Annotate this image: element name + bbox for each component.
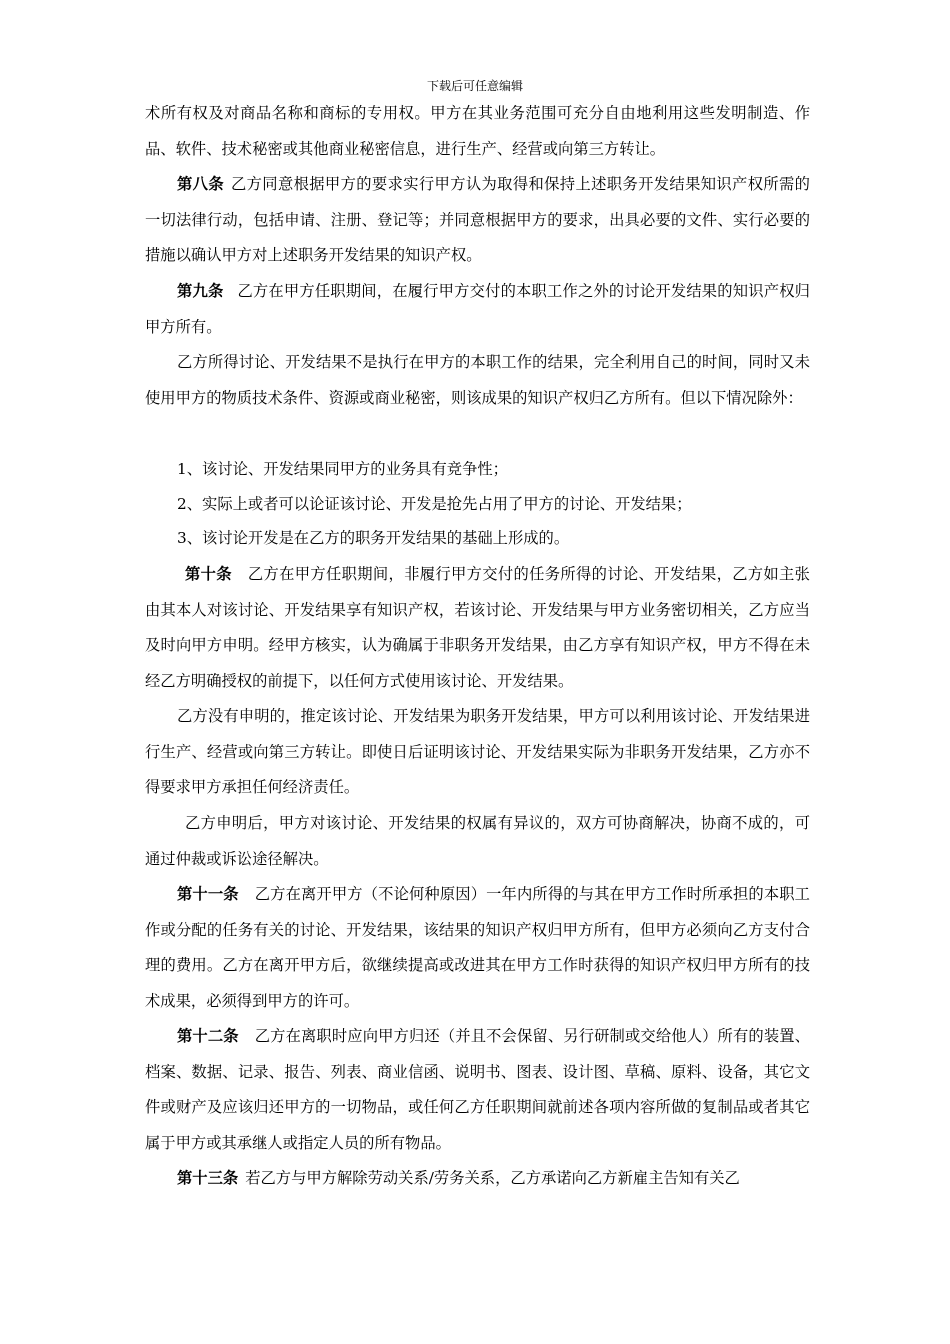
article-13 [145,1161,810,1197]
article-12 [145,1019,810,1161]
article-12-text: 乙方在离职时应向甲方归还（并且不会保留、另行研制或交给他人）所有的装置、档案、数据、记录、报告、列表、商业信函、说明书、图表、设计图、草稿、原料、设备，其它文件或财产及应该归还甲方的一切物品，或任何乙方任职期间就前述各项内容所做的复制品或者其它属于甲方或其承继人或指定人员的所有物品。 [145,1027,810,1152]
page-header: 下载后可任意编辑 [426,79,523,93]
article-10-text: 乙方在甲方任职期间，非履行甲方交付的任务所得的讨论、开发结果，乙方如主张由其本人对该讨论、开发结果享有知识产权，若该讨论、开发结果与甲方业务密切相关，乙方应当及时向甲方申明。经甲方核实，认为确属于非职务开发结果，由乙方享有知识产权，甲方不得在未经乙方明确授权的前提下，以任何方式使用该讨论、开发结果。 [145,565,810,690]
article-8-text: 乙方同意根据甲方的要求实行甲方认为取得和保持上述职务开发结果知识产权所需的一切法律行动，包括申请、注册、登记等；并同意根据甲方的要求，出具必要的文件、实行必要的措施以确认甲方对上述职务开发结果的知识产权。 [145,175,810,264]
article-9-text: 乙方在甲方任职期间，在履行甲方交付的本职工作之外的讨论开发结果的知识产权归甲方所有。 [145,282,810,336]
article-8-title: 第八条 [177,175,224,193]
article-12-title: 第十二条 [177,1027,239,1045]
list-item: 1、该讨论、开发结果同甲方的业务具有竞争性； [177,460,508,478]
paragraph-continuation: 术所有权及对商品名称和商标的专用权。甲方在其业务范围可充分自由地利用这些发明制造、作品、软件、技术秘密或其他商业秘密信息，进行生产、经营或向第三方转让。 [145,104,810,158]
article-8 [145,167,810,274]
article-13-title: 第十三条 [177,1169,239,1187]
article-9-title: 第九条 [177,282,224,300]
article-10 [145,557,810,699]
article-10-title: 第十条 [185,565,232,583]
article-11 [145,877,810,1019]
article-10-paragraph-2: 乙方没有申明的，推定该讨论、开发结果为职务开发结果，甲方可以利用该讨论、开发结果进行生产、经营或向第三方转让。即使日后证明该讨论、开发结果实际为非职务开发结果，乙方亦不得要求甲方承担任何经济责任。 [145,707,810,796]
article-13-text: 若乙方与甲方解除劳动关系/劳务关系，乙方承诺向乙方新雇主告知有关乙 [245,1169,740,1187]
article-9 [145,274,810,345]
article-9-paragraph-2: 乙方所得讨论、开发结果不是执行在甲方的本职工作的结果，完全利用自己的时间，同时又未使用甲方的物质技术条件、资源或商业秘密，则该成果的知识产权归乙方所有。但以下情况除外： [145,353,810,407]
article-11-text: 乙方在离开甲方（不论何种原因）一年内所得的与其在甲方工作时所承担的本职工作或分配的任务有关的讨论、开发结果，该结果的知识产权归甲方所有，但甲方必须向乙方支付合理的费用。乙方在离开甲方后，欲继续提高或改进其在甲方工作时获得的知识产权归甲方所有的技术成果，必须得到甲方的许可。 [145,885,810,1010]
list-item: 2、实际上或者可以论证该讨论、开发是抢先占用了甲方的讨论、开发结果； [177,495,692,513]
list-item: 3、该讨论开发是在乙方的职务开发结果的基础上形成的。 [177,529,570,547]
article-11-title: 第十一条 [177,885,239,903]
article-10-paragraph-3: 乙方申明后，甲方对该讨论、开发结果的权属有异议的，双方可协商解决，协商不成的，可通过仲裁或诉讼途径解决。 [145,814,810,868]
